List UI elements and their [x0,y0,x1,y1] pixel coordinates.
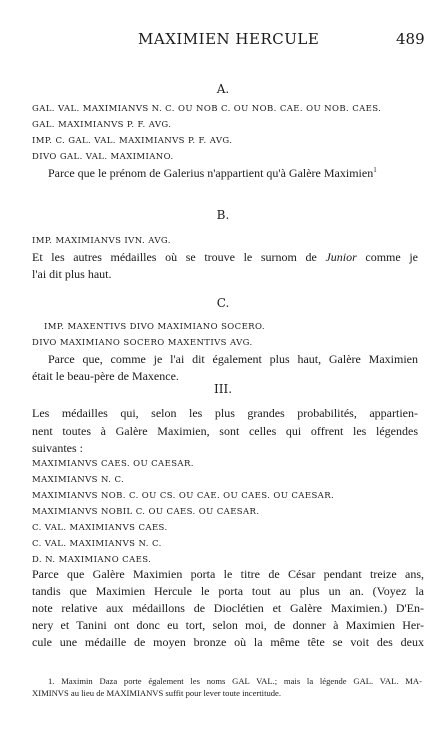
paragraph-line: tandis que Maximien Hercule le porta tout au plus un an. (Voyez la [32,584,424,598]
legend-line: IMP. MAXENTIVS DIVO MAXIMIANO SOCERO. [44,322,265,332]
legend-line: MAXIMIANVS NOB. C. OU CS. OU CAE. OU CAES. OU CAESAR. [32,491,335,501]
paragraph-line: nent toutes à Galère Maximien, sont celles qui offrent les légendes [32,424,418,438]
legend-line: MAXIMIANVS NOBIL C. OU CAES. OU CAESAR. [32,507,260,517]
legend-line: MAXIMIANVS N. C. [32,475,125,485]
paragraph-line: nery et Tanini ont donc eu tort, selon moi, de donner à Maximien Her- [32,618,424,632]
text-run: Et les autres médailles où se trouve le surnom de [32,250,326,264]
footnote-marker: 1 [373,166,377,174]
legend-line: D. N. MAXIMIANO CAES. [32,555,152,565]
section-heading-iii: III. [213,382,233,396]
paragraph-line: cule une médaille de moyen bronze où la même tête se voit des deux [32,635,424,649]
legend-line: MAXIMIANVS CAES. OU CAESAR. [32,459,194,469]
section-heading-c: C. [216,296,230,310]
paragraph-line [48,166,377,181]
paragraph-line: Les médailles qui, selon les plus grandes probabilités, appartien- [32,406,418,420]
legend-line: C. VAL. MAXIMIANVS CAES. [32,523,168,533]
paragraph-line: l'ai dit plus haut. [32,267,112,281]
legend-line: DIVO GAL. VAL. MAXIMIANO. [32,152,174,162]
section-heading-a: A. [216,82,230,96]
legend-line: C. VAL. MAXIMIANVS N. C. [32,539,162,549]
paragraph-line: note relative aux médaillons de Dioclétien et Galère Maximien.) D'En- [32,601,424,615]
paragraph-line: Parce que, comme je l'ai dit également plus haut, Galère Maximien [48,352,418,366]
footnote-line: XIMINVS au lieu de MAXIMIANVS suffit pour lever toute incertitude. [32,688,282,698]
page-title: MAXIMIEN HERCULE [138,30,320,48]
text-run: comme je [356,250,418,264]
paragraph-line: était le beau-père de Maxence. [32,369,179,383]
paragraph-line [32,250,418,265]
legend-line: GAL. VAL. MAXIMIANVS N. C. OU NOB C. OU NOB. CAE. OU NOB. CAES. [32,104,382,114]
legend-line: IMP. MAXIMIANVS IVN. AVG. [32,236,171,246]
paragraph-text: Parce que le prénom de Galerius n'appartient qu'à Galère Maximien [48,166,374,180]
legend-line: DIVO MAXIMIANO SOCERO MAXENTIVS AVG. [32,338,253,348]
section-heading-b: B. [216,208,230,222]
paragraph-line: suivantes : [32,441,83,455]
page-number: 489 [396,30,425,48]
paragraph-line: Parce que Galère Maximien porta le titre de César pendant treize ans, [32,567,424,581]
emphasis: Junior [325,250,357,264]
legend-line: GAL. MAXIMIANVS P. F. AVG. [32,120,172,130]
legend-line: IMP. C. GAL. VAL. MAXIMIANVS P. F. AVG. [32,136,233,146]
footnote-line: 1. Maximin Daza porte également les noms GAL VAL.; mais la légende GAL. VAL. MA- [48,676,422,686]
